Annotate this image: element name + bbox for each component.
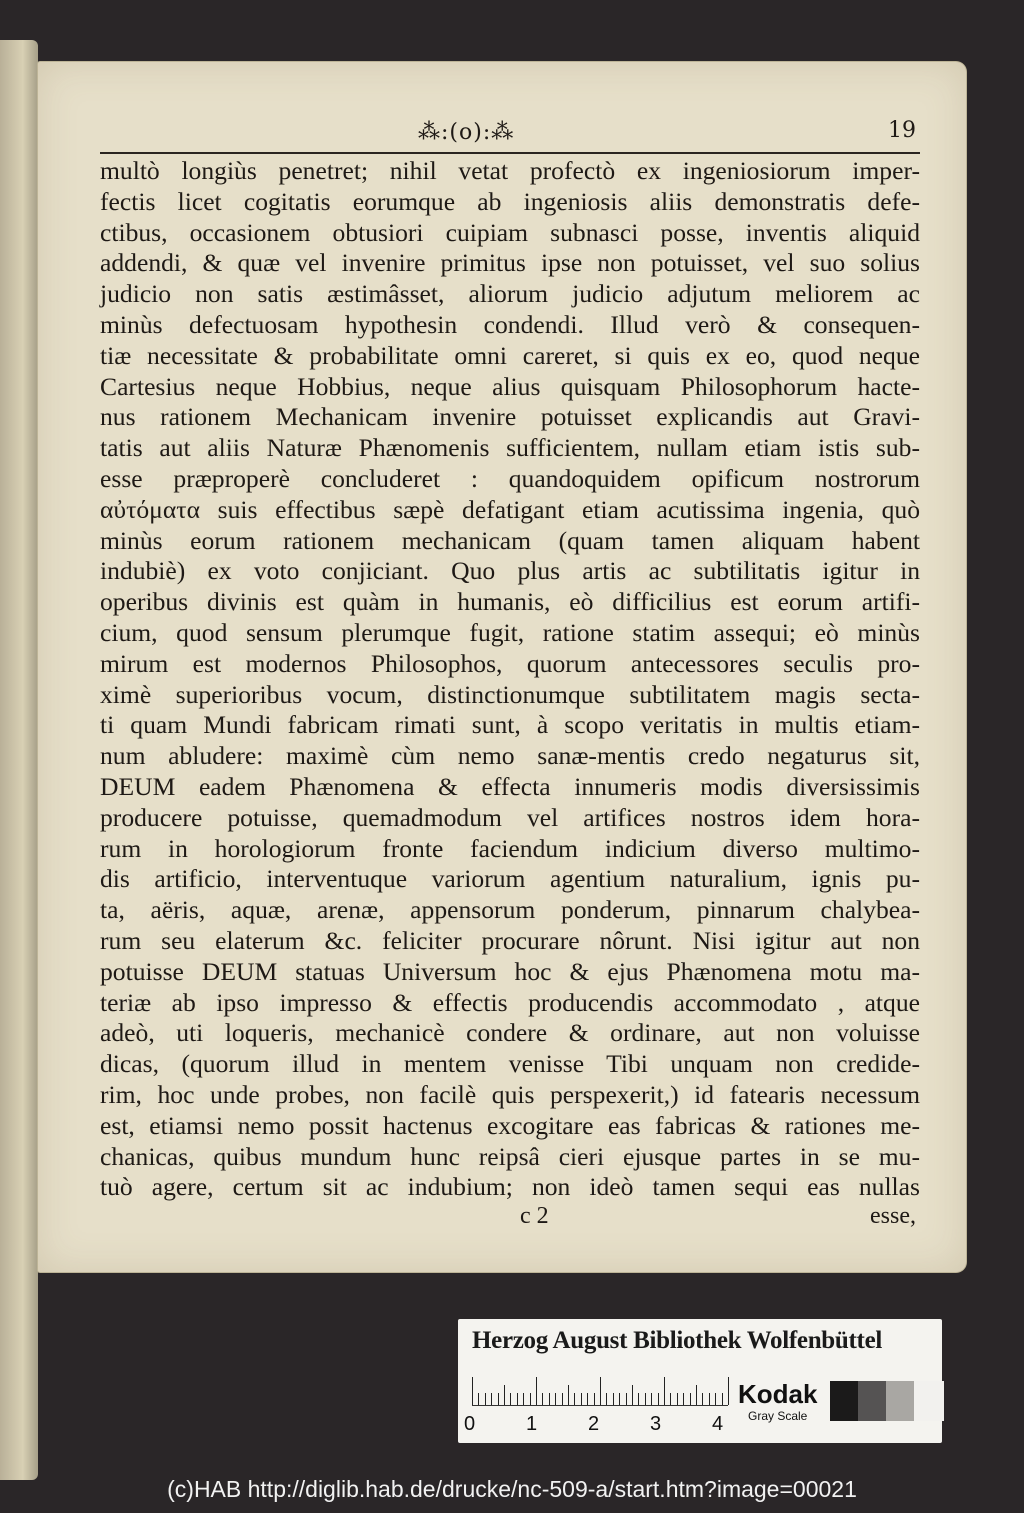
text-line: minùs defectuosam hypothesin condendi. Illud verò & consequen- — [100, 309, 920, 339]
text-line: cium, quod sensum plerumque fugit, ratione statim assequi; eò minùs — [100, 617, 920, 647]
text-line: multò longiùs penetret; nihil vetat profectò ex ingeniosiorum imper- — [100, 156, 920, 185]
kodak-logo: Kodak — [738, 1379, 818, 1409]
text-line: chanicas, quibus mundum hunc reipsâ cieri ejusque partes in se mu- — [100, 1141, 920, 1171]
text-line: tiæ necessitate & probabilitate omni careret, si quis ex eo, quod neque — [100, 340, 920, 370]
text-line: αὐτόματα suis effectibus sæpè defatigant etiam acutissima ingenia, quò — [100, 494, 920, 524]
gray-swatch — [914, 1381, 944, 1421]
text-line: ta, aëris, aquæ, arenæ, appensorum ponderum, pinnarum chalybea- — [100, 895, 920, 925]
body-text — [100, 156, 920, 1203]
text-line: ti quam Mundi fabricam rimati sunt, à scopo veritatis in multis etiam- — [100, 710, 920, 740]
book-page — [38, 62, 966, 1272]
ruler-tick — [638, 1393, 639, 1405]
gray-scale-label: Gray Scale — [748, 1409, 808, 1423]
text-line: potuisse DEUM statuas Universum hoc & ejus Phænomena motu ma- — [100, 956, 920, 986]
text-line: tatis aut aliis Naturæ Phænomenis sufficientem, nullam etiam istis sub- — [100, 433, 920, 463]
ruler-tick — [485, 1393, 486, 1405]
text-line: teriæ ab ipso impresso & effectis producendis accommodato , atque — [100, 987, 920, 1017]
text-line: est, etiamsi nemo possit hactenus excogitare eas fabricas & rationes me- — [100, 1110, 920, 1140]
ruler-tick — [536, 1377, 537, 1405]
scale-ruler — [472, 1375, 728, 1406]
ruler-tick — [677, 1393, 678, 1405]
ruler-tick — [696, 1385, 697, 1405]
ruler-tick — [504, 1385, 505, 1405]
text-line: producere potuisse, quemadmodum vel artifices nostros idem hora- — [100, 802, 920, 832]
ruler-tick — [491, 1393, 492, 1405]
ruler-tick — [600, 1377, 601, 1405]
text-line: esse præproperè concluderet : quandoquidem opificum nostrorum — [100, 463, 920, 493]
ruler-tick — [658, 1393, 659, 1405]
ruler-tick — [568, 1385, 569, 1405]
ruler-number: 4 — [712, 1413, 724, 1435]
ruler-tick — [472, 1377, 473, 1405]
ruler-tick — [478, 1393, 479, 1405]
color-calibration-card — [458, 1319, 942, 1443]
ruler-tick — [728, 1377, 729, 1405]
ruler-tick — [613, 1393, 614, 1405]
text-line: operibus divinis est quàm in humanis, eò difficilius est eorum artifi- — [100, 587, 920, 617]
catchword: esse, — [870, 1203, 916, 1230]
text-line: judicio non satis æstimâsset, aliorum judicio adjutum meliorem ac — [100, 279, 920, 309]
ruler-tick — [594, 1393, 595, 1405]
text-line: num abludere: maximè cùm nemo sanæ-mentis credo negaturus sit, — [100, 741, 920, 771]
ruler-tick — [664, 1377, 665, 1405]
ruler-tick — [670, 1393, 671, 1405]
ruler-tick — [651, 1393, 652, 1405]
text-line: rum in horologiorum fronte faciendum indicium diverso multimo- — [100, 833, 920, 863]
ruler-tick — [517, 1393, 518, 1405]
signature-mark: c 2 — [520, 1203, 549, 1230]
page-content — [100, 118, 920, 1233]
ruler-number: 1 — [526, 1413, 538, 1435]
text-line: DEUM eadem Phænomena & effecta innumeris modis diversissimis — [100, 771, 920, 801]
text-line: minùs eorum rationem mechanicam (quam tamen aliquam habent — [100, 525, 920, 555]
text-line: rim, hoc unde probes, non facilè quis perspexerit,) id fatearis necessum — [100, 1079, 920, 1109]
gray-swatch — [886, 1381, 916, 1421]
page-number: 19 — [888, 118, 916, 143]
ruler-tick — [581, 1393, 582, 1405]
ruler-number: 2 — [588, 1413, 600, 1435]
text-line: nus rationem Mechanicam invenire potuisset explicandis aut Gravi- — [100, 402, 920, 432]
ruler-tick — [562, 1393, 563, 1405]
ruler-tick — [715, 1393, 716, 1405]
text-line: fectis licet cogitatis eorumque ab ingeniosis aliis demonstratis defe- — [100, 186, 920, 216]
ruler-tick — [510, 1393, 511, 1405]
ruler-tick — [632, 1385, 633, 1405]
catch-line — [100, 1203, 920, 1233]
ruler-tick — [645, 1393, 646, 1405]
running-head — [100, 118, 920, 154]
ruler-number: 0 — [464, 1413, 476, 1435]
ruler-tick — [555, 1393, 556, 1405]
library-name: Herzog August Bibliothek Wolfenbüttel — [472, 1327, 883, 1354]
text-line: ctibus, occasionem obtusiori cuipiam subnasci posse, inventis aliquid — [100, 217, 920, 247]
facing-page-edge — [0, 40, 38, 1480]
ruler-tick — [574, 1393, 575, 1405]
ruler-tick — [542, 1393, 543, 1405]
ruler-tick — [587, 1393, 588, 1405]
ruler-tick — [690, 1393, 691, 1405]
ruler-tick — [530, 1393, 531, 1405]
ruler-number: 3 — [650, 1413, 662, 1435]
ruler-tick — [702, 1393, 703, 1405]
gray-swatch — [858, 1381, 888, 1421]
ruler-tick — [709, 1393, 710, 1405]
text-line: Cartesius neque Hobbius, neque alius quisquam Philosophorum hacte- — [100, 371, 920, 401]
gray-swatch — [830, 1381, 860, 1421]
text-line: indubiè) ex voto conjiciant. Quo plus artis ac subtilitatis igitur in — [100, 556, 920, 586]
copyright-url: (c)HAB http://diglib.hab.de/drucke/nc-509-a/start.htm?image=00021 — [167, 1476, 857, 1502]
text-line: dicas, (quorum illud in mentem venisse Tibi unquam non credide- — [100, 1049, 920, 1079]
text-line: adeò, uti loqueris, mechanicè condere & ordinare, aut non voluisse — [100, 1018, 920, 1048]
ruler-tick — [626, 1393, 627, 1405]
ruler-tick — [683, 1393, 684, 1405]
ruler-tick — [619, 1393, 620, 1405]
text-line: ximè superioribus vocum, distinctionumque subtilitatem magis secta- — [100, 679, 920, 709]
text-line: rum seu elaterum &c. feliciter procurare nôrunt. Nisi igitur aut non — [100, 925, 920, 955]
ruler-tick — [498, 1393, 499, 1405]
ruler-tick — [549, 1393, 550, 1405]
text-line: mirum est modernos Philosophos, quorum antecessores seculis pro- — [100, 648, 920, 678]
ruler-tick — [722, 1393, 723, 1405]
ruler-tick — [606, 1393, 607, 1405]
text-line: tuò agere, certum sit ac indubium; non ideò tamen sequi eas nullas — [100, 1172, 920, 1202]
ruler-tick — [523, 1393, 524, 1405]
ruler-numbers — [464, 1413, 734, 1439]
head-ornament: ⁂:(o):⁂ — [418, 120, 515, 145]
text-line: dis artificio, interventuque variorum agentium naturalium, ignis pu- — [100, 864, 920, 894]
text-line: addendi, & quæ vel invenire primitus ipse non potuisset, vel suo solius — [100, 248, 920, 278]
